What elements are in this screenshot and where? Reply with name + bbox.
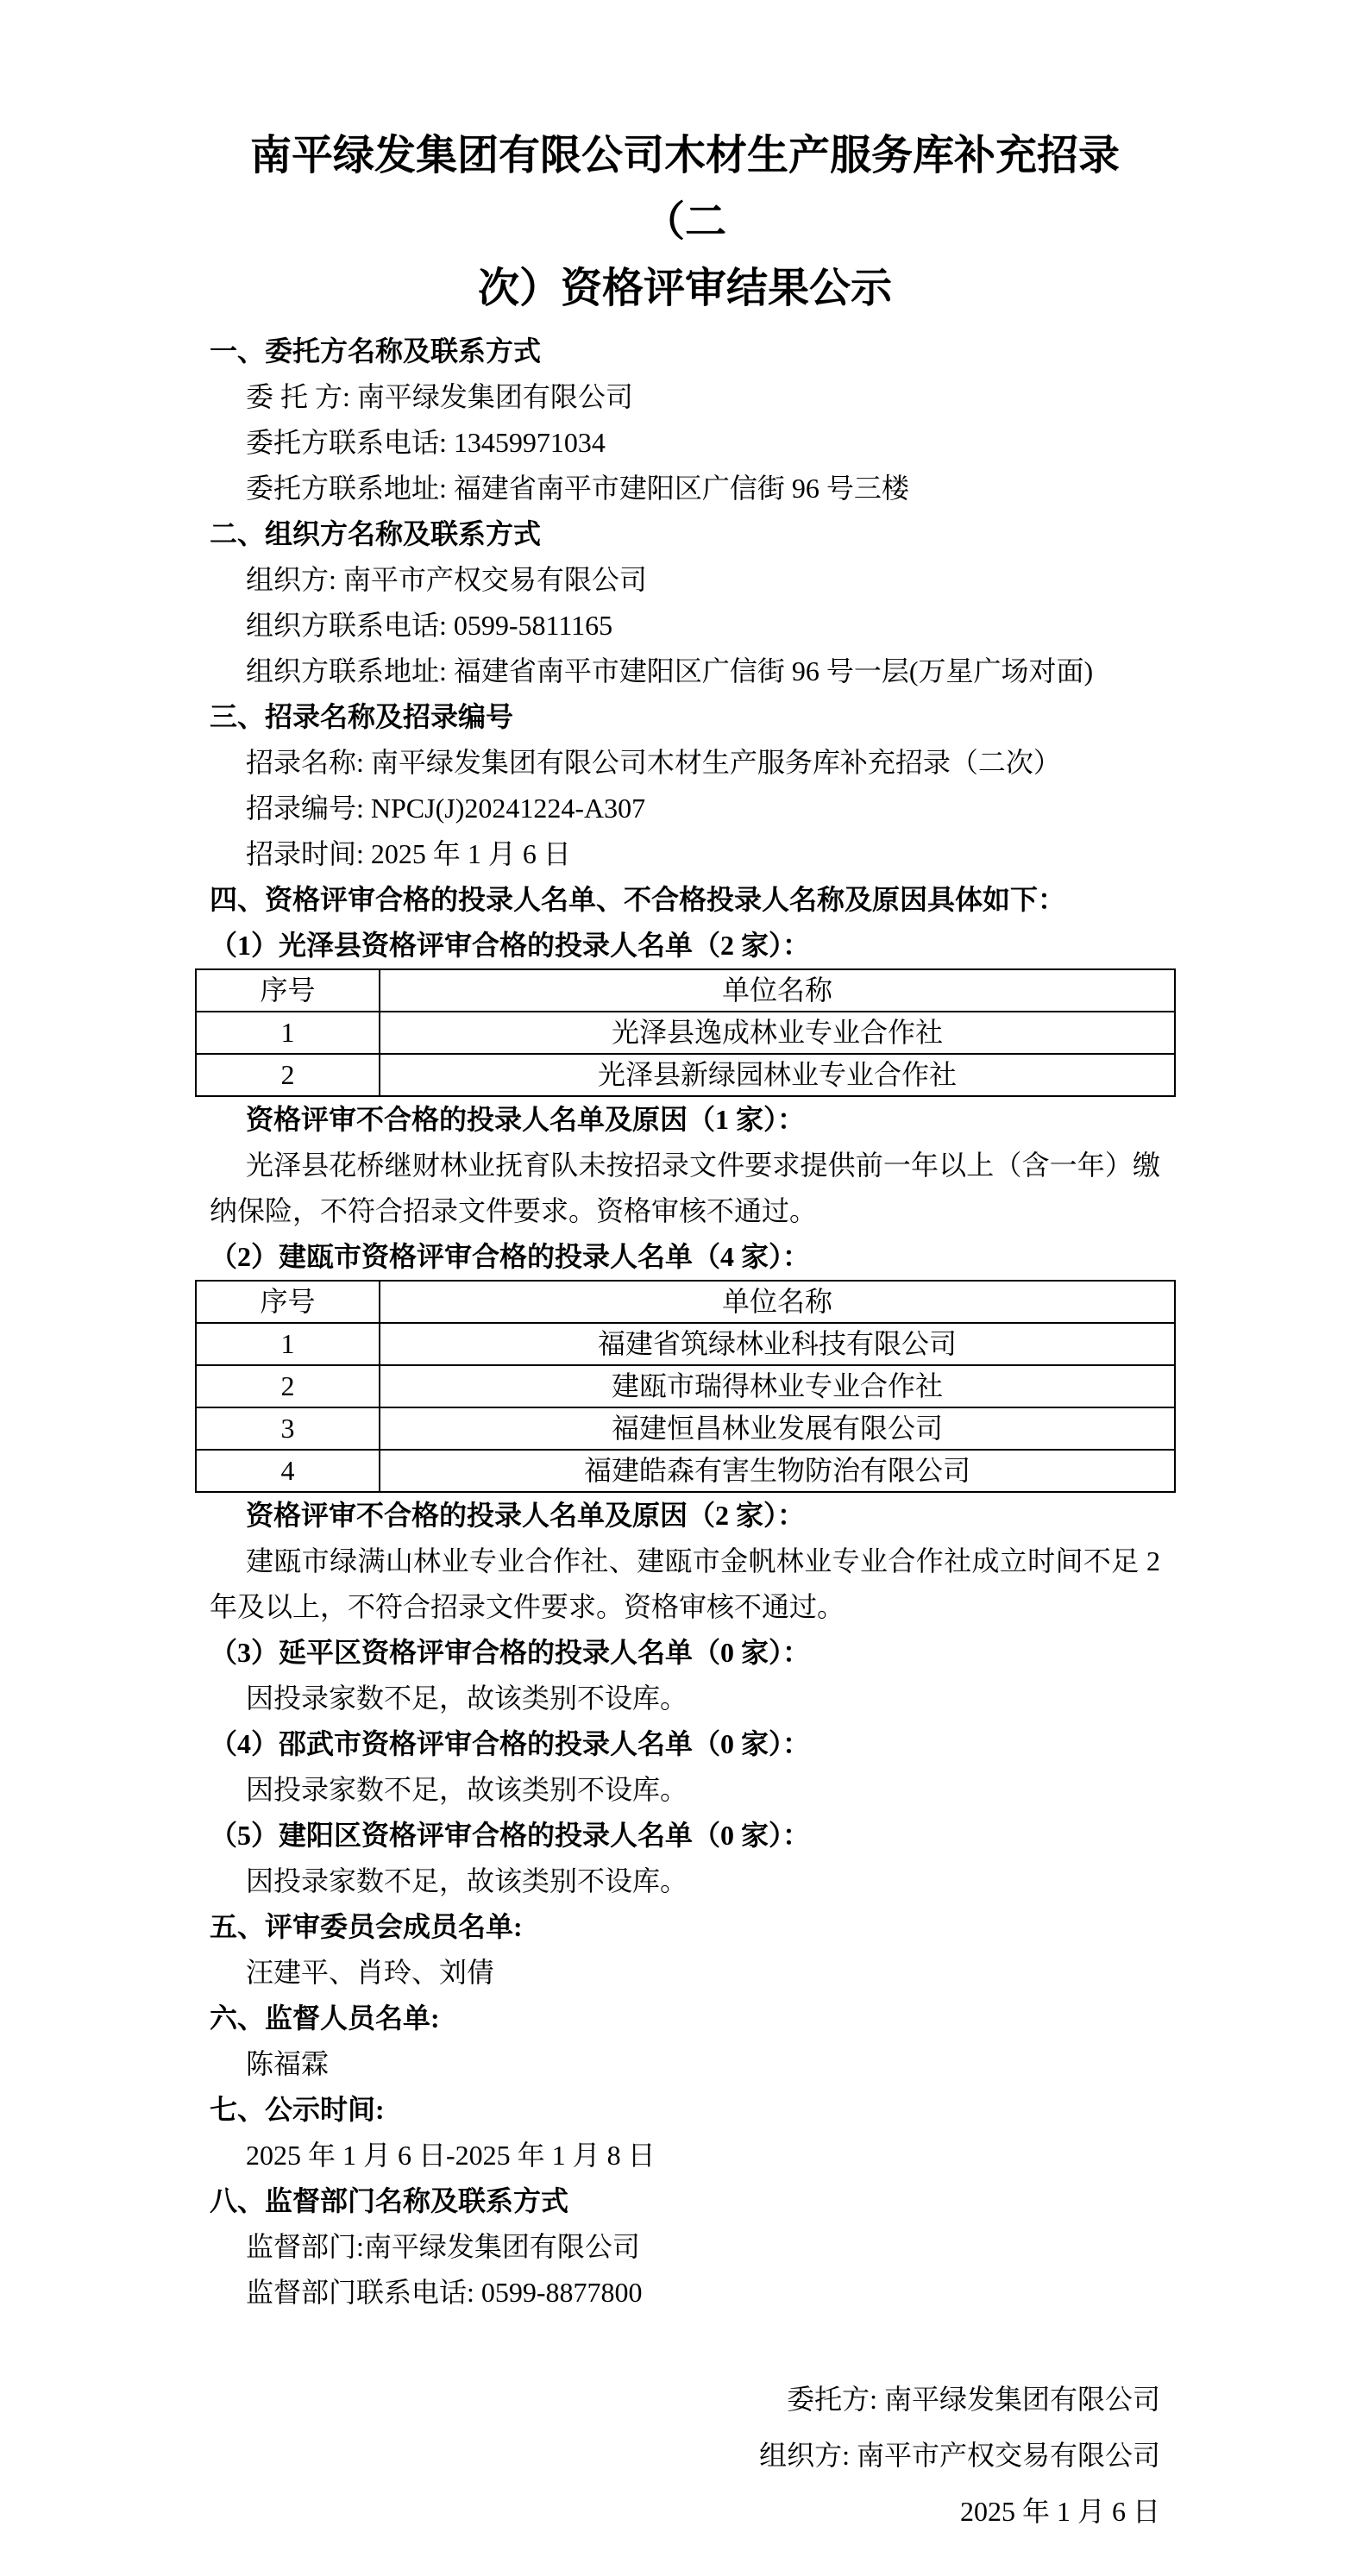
review-committee-members: 汪建平、肖玲、刘倩	[246, 1957, 495, 1988]
organizer-address-line: 组织方联系地址: 福建省南平市建阳区广信街 96 号一层(万星广场对面)	[246, 655, 1094, 686]
section-7-heading: 七、公示时间:	[210, 2094, 385, 2125]
signature-delegator: 委托方: 南平绿发集团有限公司	[787, 2384, 1160, 2415]
row-unit-name: 光泽县逸成林业专业合作社	[380, 1012, 1175, 1054]
jianyang-qualified-heading: （5）建阳区资格评审合格的投录人名单（0 家）：	[210, 1820, 811, 1851]
row-no: 2	[196, 1365, 380, 1407]
row-unit-name: 福建恒昌林业发展有限公司	[380, 1407, 1175, 1450]
delegator-name-line: 委 托 方: 南平绿发集团有限公司	[246, 381, 633, 412]
row-no: 1	[196, 1323, 380, 1365]
supervising-department-line: 监督部门:南平绿发集团有限公司	[246, 2231, 640, 2262]
section-3-heading: 三、招录名称及招录编号	[210, 701, 514, 732]
row-unit-name: 建瓯市瑞得林业专业合作社	[380, 1365, 1175, 1407]
column-header-no: 序号	[196, 1281, 380, 1323]
jianou-qualified-heading: （2）建瓯市资格评审合格的投录人名单（4 家）：	[210, 1241, 811, 1272]
row-unit-name: 光泽县新绿园林业专业合作社	[380, 1054, 1175, 1096]
row-no: 1	[196, 1012, 380, 1054]
delegator-address-line: 委托方联系地址: 福建省南平市建阳区广信街 96 号三楼	[246, 473, 909, 504]
guangze-qualified-table	[195, 968, 1176, 1097]
jianou-unqualified-reason: 建瓯市绿满山林业专业合作社、建瓯市金帆林业专业合作社成立时间不足 2 年及以上，不符合招录文件要求。资格审核不通过。	[210, 1545, 1167, 1622]
title-line-1: 南平绿发集团有限公司木材生产服务库补充招录（二	[249, 133, 1120, 245]
table-row	[196, 1407, 1175, 1450]
supervising-department-phone-line: 监督部门联系电话: 0599-8877800	[246, 2277, 643, 2308]
table-row	[196, 1365, 1175, 1407]
row-no: 2	[196, 1054, 380, 1096]
signature-organizer: 组织方: 南平市产权交易有限公司	[759, 2440, 1160, 2471]
shaowu-note: 因投录家数不足，故该类别不设库。	[246, 1774, 688, 1805]
table-header-row	[196, 969, 1175, 1012]
row-unit-name: 福建省筑绿林业科技有限公司	[380, 1323, 1175, 1365]
section-4-heading: 四、资格评审合格的投录人名单、不合格投录人名称及原因具体如下：	[210, 884, 1066, 915]
recruitment-number-line: 招录编号: NPCJ(J)20241224-A307	[246, 793, 646, 824]
section-5-heading: 五、评审委员会成员名单:	[210, 1911, 523, 1942]
table-row	[196, 1012, 1175, 1054]
recruitment-date-line: 招录时间: 2025 年 1 月 6 日	[246, 838, 571, 869]
jianou-unqualified-heading: 资格评审不合格的投录人名单及原因（2 家）：	[246, 1500, 806, 1531]
recruitment-name-line: 招录名称: 南平绿发集团有限公司木材生产服务库补充招录（二次）	[246, 747, 1061, 778]
organizer-phone-line: 组织方联系电话: 0599-5811165	[246, 610, 613, 641]
table-header-row	[196, 1281, 1175, 1323]
table-row	[196, 1054, 1175, 1096]
section-1-heading: 一、委托方名称及联系方式	[210, 335, 542, 367]
guangze-unqualified-heading: 资格评审不合格的投录人名单及原因（1 家）：	[246, 1104, 806, 1135]
column-header-no: 序号	[196, 969, 380, 1012]
column-header-unit-name: 单位名称	[380, 1281, 1175, 1323]
shaowu-qualified-heading: （4）邵武市资格评审合格的投录人名单（0 家）：	[210, 1728, 811, 1759]
signature-block	[210, 2372, 1160, 2540]
signature-date: 2025 年 1 月 6 日	[959, 2496, 1160, 2527]
supervisor-name: 陈福霖	[246, 2048, 330, 2079]
section-6-heading: 六、监督人员名单:	[210, 2003, 440, 2034]
publicity-period: 2025 年 1 月 6 日-2025 年 1 月 8 日	[246, 2140, 656, 2171]
document-title	[210, 122, 1160, 322]
delegator-phone-line: 委托方联系电话: 13459971034	[246, 427, 606, 458]
jianou-qualified-table	[195, 1280, 1176, 1493]
yanping-qualified-heading: （3）延平区资格评审合格的投录人名单（0 家）：	[210, 1637, 811, 1668]
title-line-2: 次）资格评审结果公示	[477, 266, 892, 311]
yanping-note: 因投录家数不足，故该类别不设库。	[246, 1683, 688, 1714]
section-8-heading: 八、监督部门名称及联系方式	[210, 2185, 569, 2216]
jianyang-note: 因投录家数不足，故该类别不设库。	[246, 1865, 688, 1896]
table-row	[196, 1450, 1175, 1492]
row-no: 3	[196, 1407, 380, 1450]
row-no: 4	[196, 1450, 380, 1492]
section-2-heading: 二、组织方名称及联系方式	[210, 518, 542, 549]
guangze-qualified-heading: （1）光泽县资格评审合格的投录人名单（2 家）：	[210, 930, 811, 961]
guangze-unqualified-reason: 光泽县花桥继财林业抚育队未按招录文件要求提供前一年以上（含一年）缴纳保险，不符合招录文件要求。资格审核不通过。	[210, 1150, 1160, 1226]
row-unit-name: 福建皓森有害生物防治有限公司	[380, 1450, 1175, 1492]
column-header-unit-name: 单位名称	[380, 969, 1175, 1012]
table-row	[196, 1323, 1175, 1365]
organizer-name-line: 组织方: 南平市产权交易有限公司	[246, 564, 647, 595]
